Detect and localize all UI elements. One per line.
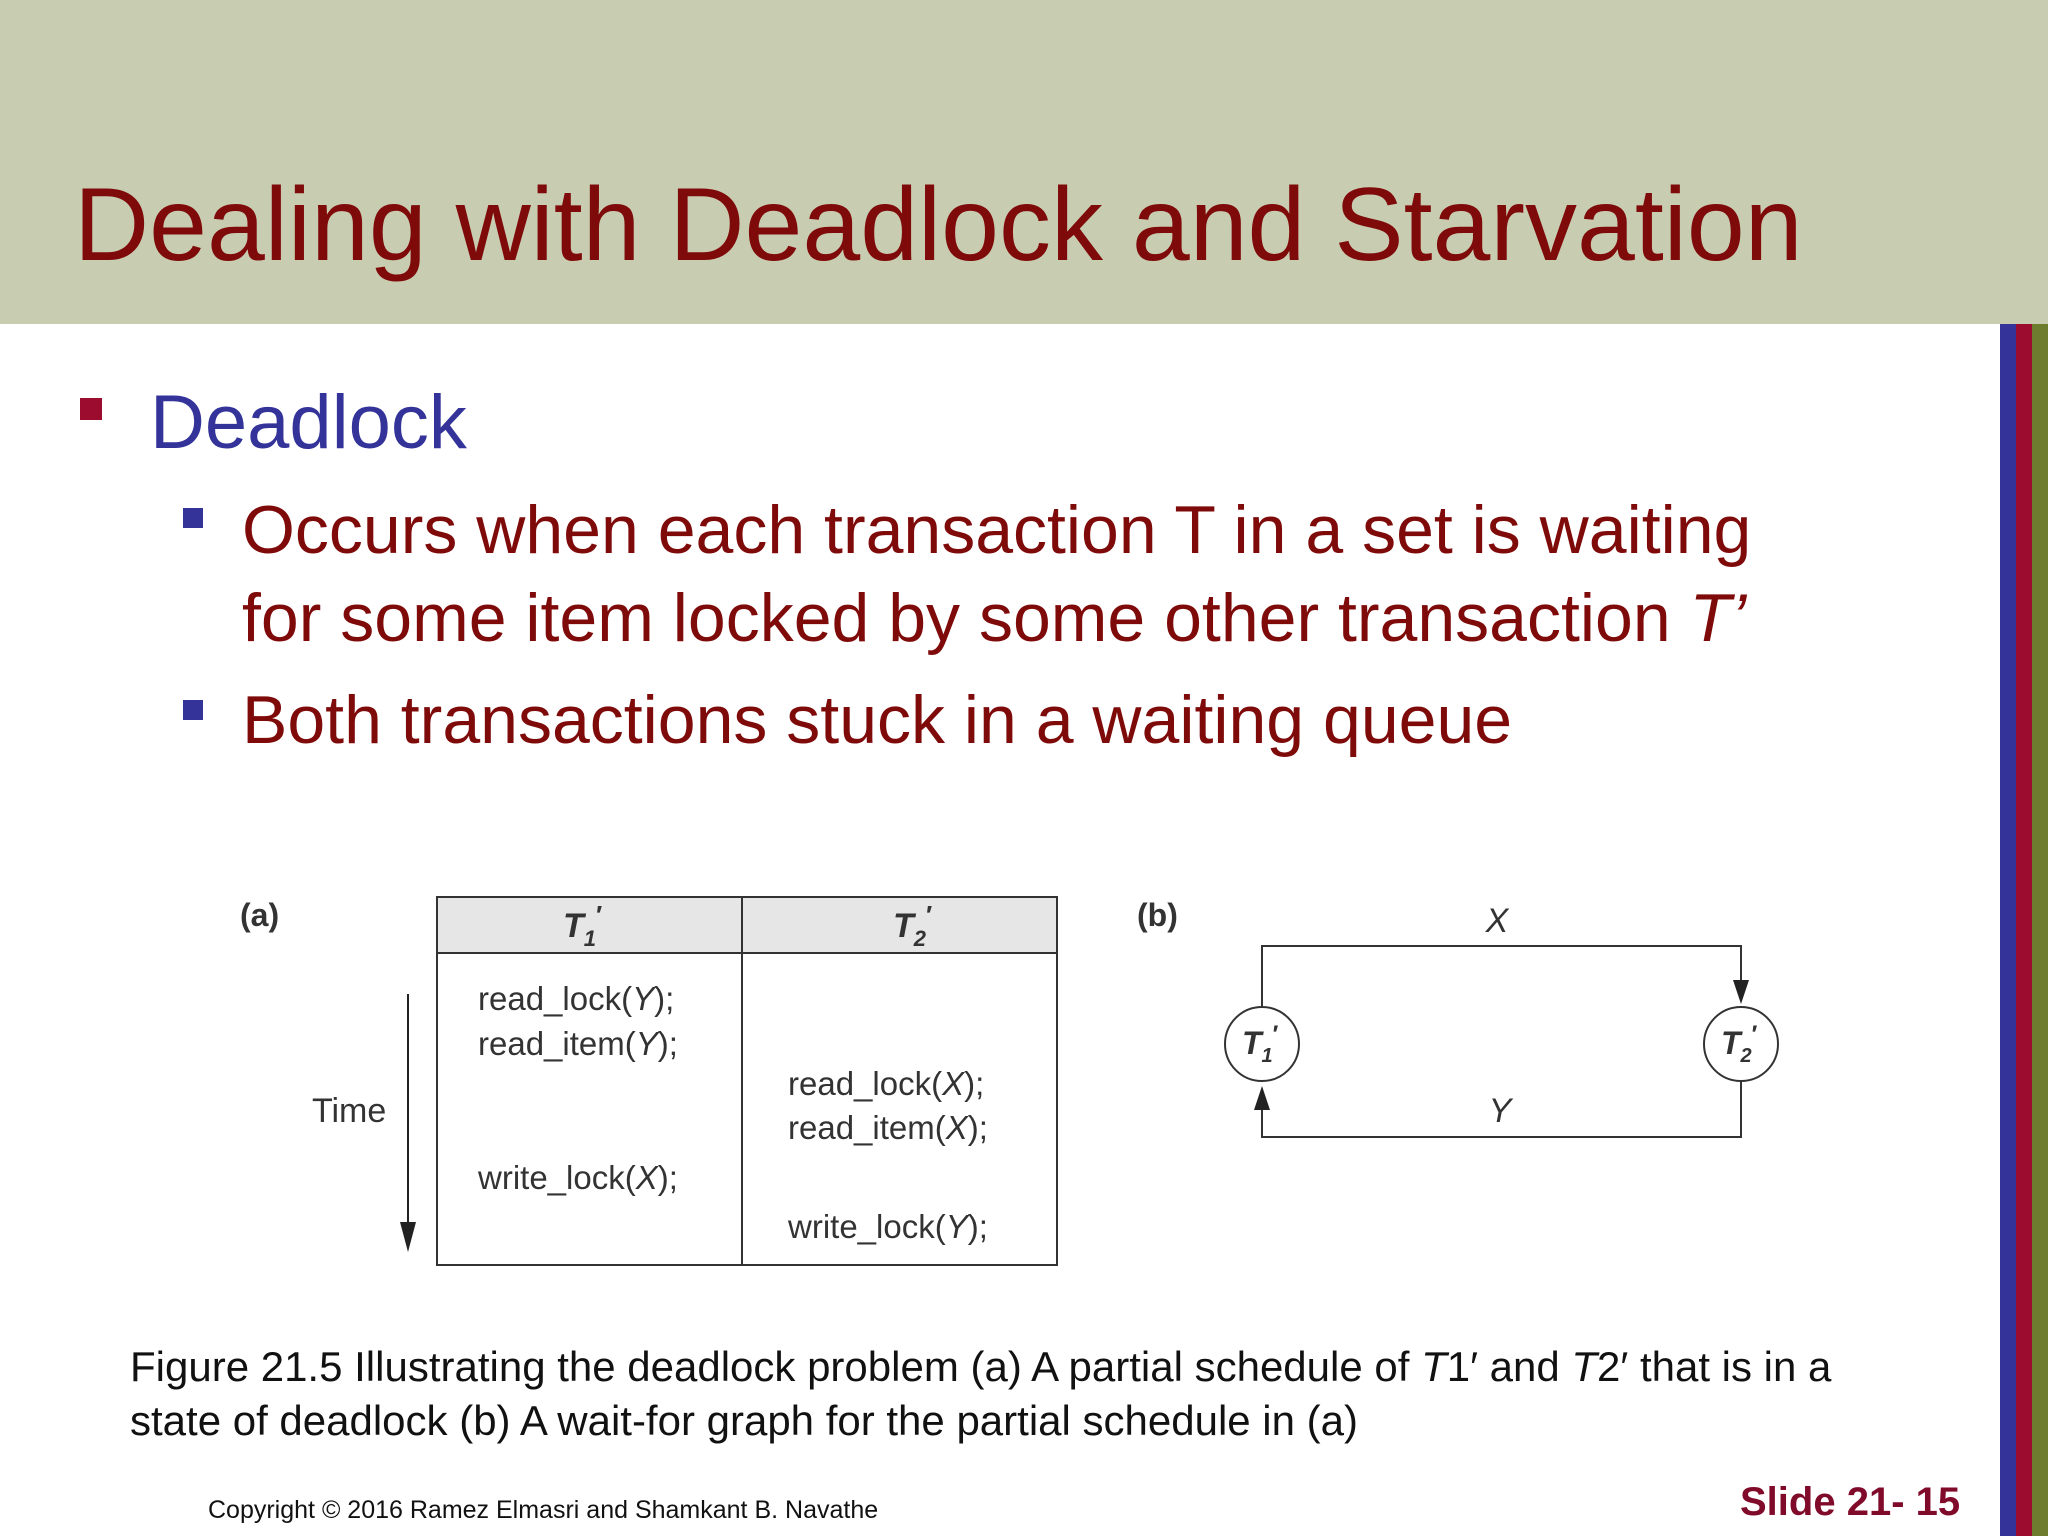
sub-bullet-line: Occurs when each transaction T in a set is waiting <box>242 492 1752 568</box>
edge-t1-to-t2 <box>1262 946 1741 1006</box>
caption-text: 2′ <box>1597 1343 1629 1390</box>
t1-operation: read_lock(Y); <box>478 980 675 1017</box>
t1-operation: write_lock(X); <box>478 1159 678 1196</box>
arrowhead-to-t2-icon <box>1733 980 1749 1004</box>
wait-for-graph <box>1225 902 1778 1137</box>
caption-italic: T <box>1571 1343 1598 1390</box>
slide-title: Dealing with Deadlock and Starvation <box>74 167 1803 283</box>
arrowhead-to-t1-icon <box>1254 1086 1270 1110</box>
caption-text: Figure 21.5 Illustrating the deadlock problem (a) A partial schedule of <box>130 1343 1422 1390</box>
caption-text: and <box>1477 1343 1572 1390</box>
t1-operation: read_item(Y); <box>478 1025 678 1062</box>
schedule-table <box>437 897 1057 1265</box>
time-label: Time <box>312 1092 387 1130</box>
caption-text: 1′ <box>1446 1343 1478 1390</box>
footer-copyright: Copyright © 2016 Ramez Elmasri and Shamkant B. Navathe <box>208 1496 879 1524</box>
graph-node-t2-label: $T_2'$ <box>1721 1021 1758 1067</box>
slide-number: Slide 21- 15 <box>1740 1480 1961 1524</box>
column-header-t1: $T_1'$ <box>563 900 603 951</box>
graph-node-t2 <box>1704 1007 1778 1081</box>
edge-label-x: X <box>1485 902 1509 940</box>
bullet-deadlock: Deadlock <box>150 380 467 465</box>
sub-bullet-text: for some item locked by some other transaction <box>242 580 1690 656</box>
t2-operation: read_lock(X); <box>788 1065 985 1102</box>
table-header-row <box>437 897 1057 953</box>
t2-operation: write_lock(Y); <box>788 1208 988 1245</box>
t2-operation: read_item(X); <box>788 1109 988 1146</box>
caption-text: that is in a state of deadlock (b) A wait-for graph for the partial schedule in (a) <box>130 1343 1832 1444</box>
graph-node-t1 <box>1225 1007 1299 1081</box>
figure-caption <box>130 1340 1910 1448</box>
caption-italic: T <box>1421 1343 1447 1390</box>
figure-part-b-label: (b) <box>1137 897 1178 933</box>
figure-part-a-label: (a) <box>240 897 280 933</box>
edge-label-y: Y <box>1488 1092 1512 1130</box>
time-arrow-icon <box>400 1222 416 1252</box>
sub-bullet-waiting-queue: Both transactions stuck in a waiting queue <box>242 682 1513 758</box>
graph-node-t1-label: $T_1'$ <box>1242 1021 1279 1067</box>
column-header-t2: $T_2'$ <box>893 900 933 951</box>
sub-bullet-italic-term: T’ <box>1689 580 1747 656</box>
